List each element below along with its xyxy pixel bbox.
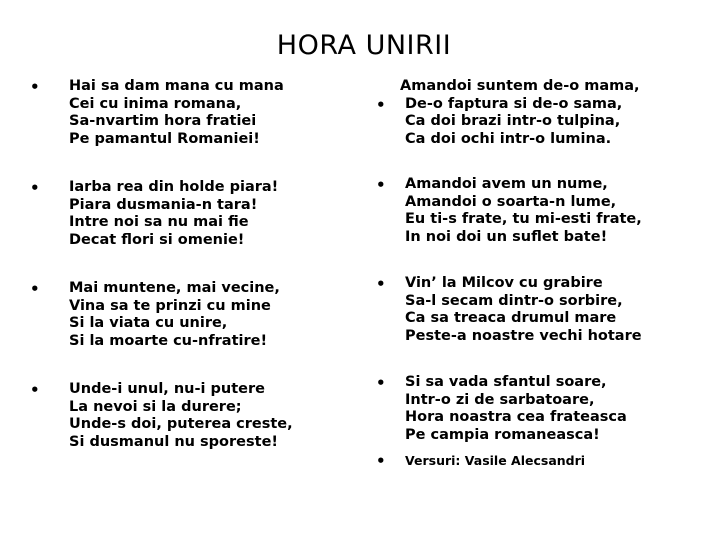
verse-line: Hora noastra cea frateasca [405,409,627,425]
verse-line: In noi doi un suflet bate! [405,228,608,245]
page-title: HORA UNIRII [276,30,452,61]
verse-line: Si la moarte cu-nfratire! [69,332,268,349]
bullet-icon: • [376,176,386,194]
author-credit [376,452,716,470]
verse-line: Cei cu inima romana, [69,95,242,112]
verse-line: La nevoi si la durere; [69,398,242,415]
stanza-5 [376,96,716,149]
bullet-icon: • [376,95,386,114]
verse-line: Amandoi avem un nume, [405,176,608,192]
verse-line: Intr-o zi de sarbatoare, [405,391,595,408]
stanza-7 [376,275,716,345]
verse-line: Ca doi brazi intr-o tulpina, [405,113,621,129]
verse-line: Sa-nvartim hora fratiei [69,113,257,129]
verse-line: Piara dusmania-n tara! [69,196,258,213]
stanza-1 [30,78,350,148]
verse-line: Decat flori si omenie! [69,231,245,248]
bullet-icon: • [30,280,40,298]
verse-line: Vina sa te prinzi cu mine [69,297,271,314]
verse-line: Ca doi ochi intr-o lumina. [405,130,612,147]
verse-line: Intre noi sa nu mai fie [69,214,249,230]
bullet-icon: • [376,275,386,293]
verse-line: Unde-s doi, puterea creste, [69,416,293,432]
bullet-icon: • [376,452,386,470]
verse-line: Pe pamantul Romaniei! [69,130,260,147]
verse-line: Hai sa dam mana cu mana [69,78,284,94]
stanza-2 [30,179,350,249]
verse-line: Mai muntene, mai vecine, [69,280,280,296]
bullet-icon: • [30,179,40,197]
verse-line: Amandoi o soarta-n lume, [405,193,617,210]
verse-line: Peste-a noastre vechi hotare [405,327,642,344]
credit-text: Versuri: Vasile Alecsandri [405,453,586,468]
verse-line: Unde-i unul, nu-i putere [69,381,265,397]
verse-line: Amandoi suntem de-o mama, [400,78,640,94]
bullet-icon: • [30,78,40,96]
verse-line: Si la viata cu unire, [69,315,228,331]
verse-line: Ca sa treaca drumul mare [405,310,617,326]
verse-line: Si dusmanul nu sporeste! [69,433,279,450]
intro-line [376,78,716,96]
verse-line: Vin’ la Milcov cu grabire [405,275,603,291]
stanza-3 [30,280,350,350]
bullet-icon: • [376,374,386,392]
verse-line: Si sa vada sfantul soare, [405,374,607,390]
right-column [376,78,716,499]
verse-line: Iarba rea din holde piara! [69,179,279,195]
left-column [30,78,350,482]
stanza-8 [376,374,716,444]
bullet-icon: • [30,381,40,399]
verse-line: Eu ti-s frate, tu mi-esti frate, [405,211,642,227]
stanza-4 [30,381,350,451]
verse-line: Sa-l secam dintr-o sorbire, [405,292,623,309]
verse-line: De-o faptura si de-o sama, [405,95,623,112]
stanza-6 [376,176,716,246]
verse-line: Pe campia romaneasca! [405,426,600,443]
